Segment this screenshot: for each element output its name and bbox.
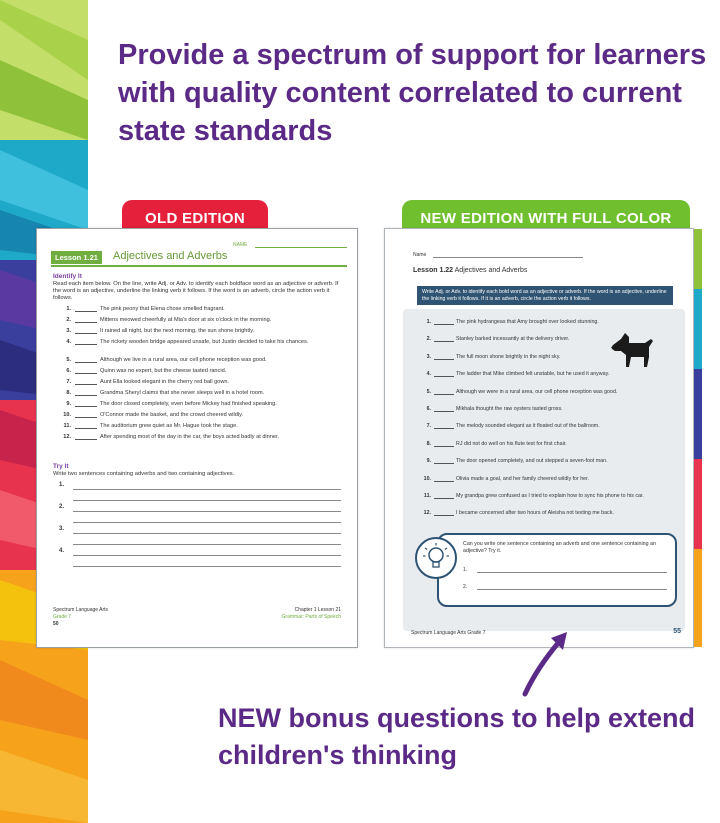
name-rule [433,257,583,258]
answer-blank [75,412,97,418]
answer-blank [434,354,454,360]
lesson-header [51,251,347,267]
list-item [415,510,675,527]
list-item [415,406,675,423]
lesson-title: Adjectives and Adverbs [113,250,228,262]
item-text: The melody sounded elegant as it floated out of the ballroom. [456,423,600,430]
item-text: Although we were in a rural area, our cell phone reception was good. [456,388,618,395]
item-number: 11. [63,423,71,429]
item-number: 6. [426,405,431,412]
list-item [415,371,675,388]
list-item [415,423,675,440]
answer-blank [75,368,97,374]
writing-lines [59,482,349,570]
lesson-title: Adjectives and Adverbs [454,267,528,274]
answer-blank [434,423,454,429]
item-number: 6. [66,368,71,374]
item-text: The pink peony that Elena chose smelled fragrant. [100,306,225,312]
answer-blank [434,406,454,412]
list-item [53,423,345,434]
list-item [415,458,675,475]
item-text: The door opened completely, and out stepped a seven-foot man. [456,458,608,465]
item-text: Mikhala thought the raw oysters tasted gross. [456,405,563,412]
bonus-rule [477,572,667,573]
answer-blank [75,401,97,407]
item-number: 7. [66,379,71,385]
item-text: I became concerned after two hours of Aleisha not texting me back. [456,510,614,517]
answer-blank [434,389,454,395]
page-number: 50 [53,621,59,627]
page-number: 55 [673,628,681,635]
answer-blank [434,319,454,325]
try-instructions: Write two sentences containing adverbs and two containing adjectives. [53,471,235,477]
item-text: Grandma Sheryl claims that she never sleeps well in a hotel room. [100,390,265,396]
new-footer-left: Spectrum Language Arts Grade 7 [411,630,486,636]
old-footer-left [53,607,108,628]
bonus-number: 1. [463,567,468,573]
answer-blank [75,357,97,363]
footer-chapter: Chapter 1 Lesson 21 [294,607,341,613]
item-text: It rained all night, but the next morning, the sun shone brightly. [100,328,255,334]
row-number: 4. [59,548,65,554]
list-item [53,379,345,390]
answer-blank [434,476,454,482]
list-item [415,476,675,493]
item-number: 9. [426,458,431,465]
writing-row [59,482,349,504]
lesson-number: Lesson 1.22 [413,267,454,274]
item-text: The door closed completely, even before Mickey had finished speaking. [100,401,277,407]
answer-blank [75,306,97,312]
list-item [53,390,345,401]
list-item [53,306,345,317]
answer-blank [75,379,97,385]
item-text: The pink hydrangeas that Amy brought over looked stunning. [456,319,599,325]
identify-title: Identify It [53,273,82,280]
item-number: 11. [423,492,431,499]
old-edition-badge: OLD EDITION [122,200,268,236]
item-text: After spending most of the day in the car, the boys acted badly at dinner. [100,434,280,440]
row-number: 1. [59,482,65,488]
lightbulb-icon-wrapper [415,537,457,579]
row-number: 2. [59,504,65,510]
item-number: 3. [66,328,71,334]
item-number: 10. [423,475,431,482]
bonus-rule [477,589,667,590]
item-text: My grandpa grew confused as I tried to explain how to sync his phone to his car. [456,492,644,499]
color-edge-decoration [694,229,702,647]
item-text: O'Connor made the basket, and the crowd cheered wildly. [100,412,244,418]
list-item [53,328,345,339]
name-rule [255,247,347,248]
old-footer-right [282,607,341,621]
item-number: 8. [66,390,71,396]
item-number: 9. [66,401,71,407]
list-item [53,339,345,357]
list-item [53,357,345,368]
list-item [415,493,675,510]
item-text: The full moon shone brightly in the night sky. [456,353,561,360]
writing-row [59,526,349,548]
answer-blank [75,390,97,396]
row-number: 3. [59,526,65,532]
list-item [415,389,675,406]
writing-row [59,548,349,570]
headline: Provide a spectrum of support for learners with quality content correlated to current state standards [118,39,707,147]
old-item-list [53,306,345,445]
item-text: The auditorium grew quiet as Mr. Hague took the stage. [100,423,238,429]
item-text: Quinn was no expert, but the cheese tasted rancid. [100,368,227,374]
item-text: Stanley barked incessantly at the delivery driver. [456,336,570,343]
list-item [415,441,675,458]
item-number: 1. [426,319,431,325]
item-number: 2. [66,317,71,323]
bonus-question: Can you write one sentence containing an adverb and one sentence containing an adjective? Try it. [463,541,656,554]
item-number: 5. [426,388,431,395]
answer-blank [75,434,97,440]
lesson-tag: Lesson 1.21 [51,251,102,264]
item-text: The ladder that Mike climbed felt unstable, but he used it anyway. [456,371,610,378]
name-label: Name [413,252,427,258]
item-text: Although we live in a rural area, our cell phone reception was good. [100,357,267,363]
answer-blank [434,336,454,342]
footer-grade: Grade 7 [53,614,72,620]
lesson-header [413,267,527,274]
identify-instructions: Read each item below. On the line, write Adj. or Adv. to identify each boldface word as an adjective or adverb. If the word is an adjective, underline the linking verb it follows. If the word is an adverb, circle the action verb it follows. [53,281,339,301]
item-number: 8. [426,440,431,447]
writing-row [59,504,349,526]
instructions-box: Write Adj. or Adv. to identify each bold word as an adjective or adverb. If the word is an adjective, underline the linking verb it follows. If it is an adverb, circle the action verb it follows. [417,286,673,305]
item-number: 3. [426,353,431,360]
answer-blank [434,458,454,464]
answer-blank [434,441,454,447]
item-text: The rickety wooden bridge appeared unsafe, but Justin decided to take his chances. [100,339,309,345]
new-edition-badge: NEW EDITION WITH FULL COLOR [402,200,690,236]
dog-illustration [607,329,655,369]
item-number: 5. [66,357,71,363]
item-number: 12. [423,510,431,517]
lightbulb-icon [417,539,455,577]
item-number: 4. [66,339,71,345]
answer-blank [75,339,97,345]
item-text: Olivia made a goal, and her family cheered wildly for her. [456,475,590,482]
arrow-icon [515,628,575,700]
list-item [53,401,345,412]
bonus-callout: NEW bonus questions to help extend children's thinking [218,703,696,770]
item-number: 2. [426,336,431,343]
answer-blank [75,423,97,429]
answer-blank [434,493,454,499]
bonus-number: 2. [463,584,468,590]
item-number: 7. [426,423,431,430]
list-item [53,317,345,328]
item-number: 12. [63,434,71,440]
footer-book: Spectrum Language Arts [53,607,109,613]
try-title: Try It [53,463,69,470]
new-edition-worksheet [384,228,694,648]
list-item [53,368,345,379]
item-text: RJ did not do well on his flute test for first chair. [456,440,567,447]
list-item [53,434,345,445]
item-number: 4. [426,371,431,378]
item-text: Aunt Ella looked elegant in the cherry red ball gown. [100,379,230,385]
item-number: 10. [63,412,71,418]
name-label: NAME [233,242,248,248]
item-number: 1. [66,306,71,312]
answer-blank [434,371,454,377]
answer-blank [75,328,97,334]
answer-blank [434,510,454,516]
old-edition-worksheet [36,228,358,648]
answer-blank [75,317,97,323]
footer-topic: Grammar: Parts of Speech [281,614,341,620]
item-text: Mittens meowed cheerfully at Mia's door at six o'clock in the morning. [100,317,272,323]
list-item [53,412,345,423]
